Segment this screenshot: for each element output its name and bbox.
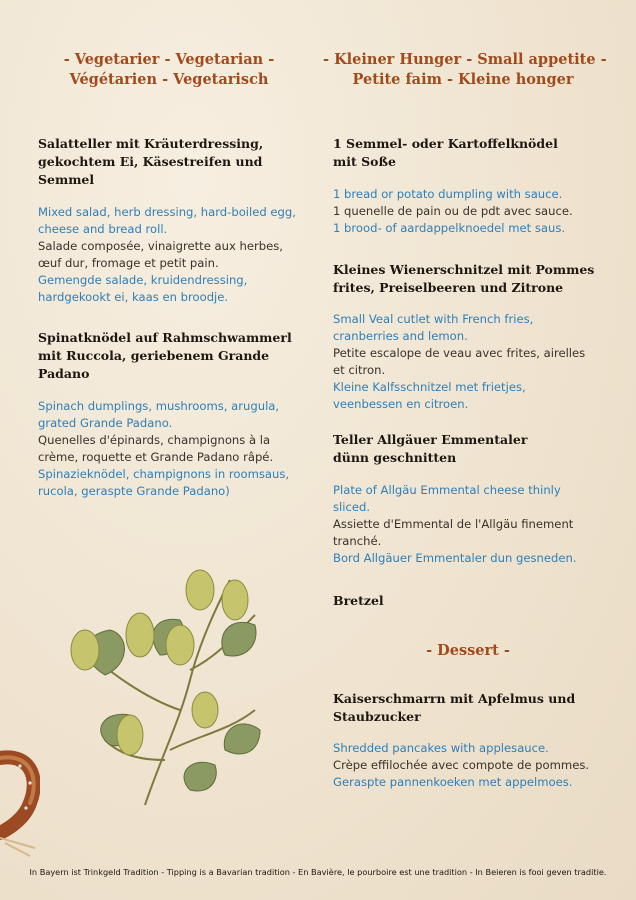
dish-description: Plate of Allgäu Emmental cheese thinly sliced. Assiette d'Emmental de l'Allgäu finement tranché. Bord Allgäuer Emmentaler dun gesneden.: [333, 483, 577, 565]
dish-name: Kleines Wienerschnitzel mit Pommes frites, Preiselbeeren und Zitrone: [333, 262, 595, 295]
footer-tipping-note: In Bayern ist Trinkgeld Tradition - Tipping is a Bavarian tradition - En Bavière, le pourboire est une tradition - In Beieren is fooi geven traditie.: [29, 867, 607, 877]
section-title-vegetarian: - Vegetarier - Vegetarian - Végétarien - Vegetarisch: [63, 51, 275, 88]
dish-description: Small Veal cutlet with French fries, cranberries and lemon. Petite escalope de veau avec frites, airelles et citron. Kleine Kalfsschnitzel met frietjes, veenbessen en citroen.: [333, 312, 586, 411]
dish-description: Shredded pancakes with applesauce. Crèpe effilochée avec compote de pommes. Geraspte pannenkoeken met appelmoes.: [333, 741, 590, 789]
dish-description: 1 bread or potato dumpling with sauce. 1 quenelle de pain ou de pdt avec sauce. 1 brood- of aardappelknoedel met saus.: [333, 187, 573, 235]
hops-branch-illustration: [50, 560, 280, 810]
dish-description: Spinach dumplings, mushrooms, arugula, grated Grande Padano. Quenelles d'épinards, champignons à la crème, roquette et Grande Padano râpé. Spinazieknödel, champignons in roomsaus, rucola, geraspte Grande Padano): [38, 399, 290, 498]
dish-description: Mixed salad, herb dressing, hard-boiled egg, cheese and bread roll. Salade composée, vinaigrette aux herbes, œuf dur, fromage et petit pain. Gemengde salade, kruidendressing, hardgekookt ei, kaas en broodje.: [38, 205, 296, 304]
dish-name: Bretzel: [333, 593, 384, 608]
dish-name: Salatteller mit Kräuterdressing, gekochtem Ei, Käsestreifen und Semmel: [38, 136, 264, 187]
dish-name: Kaiserschmarrn mit Apfelmus und Staubzucker: [333, 691, 576, 724]
pretzel-illustration: [0, 748, 40, 858]
dish-name: Spinatknödel auf Rahmschwammerl mit Ruccola, geriebenem Grande Padano: [38, 330, 292, 381]
section-title-small-appetite: - Kleiner Hunger - Small appetite - Petite faim - Kleine honger: [323, 51, 607, 88]
section-title-dessert: - Dessert -: [426, 642, 510, 659]
dish-name: Teller Allgäuer Emmentaler dünn geschnitten: [333, 432, 528, 465]
dish-name: 1 Semmel- oder Kartoffelknödel mit Soße: [333, 136, 558, 169]
